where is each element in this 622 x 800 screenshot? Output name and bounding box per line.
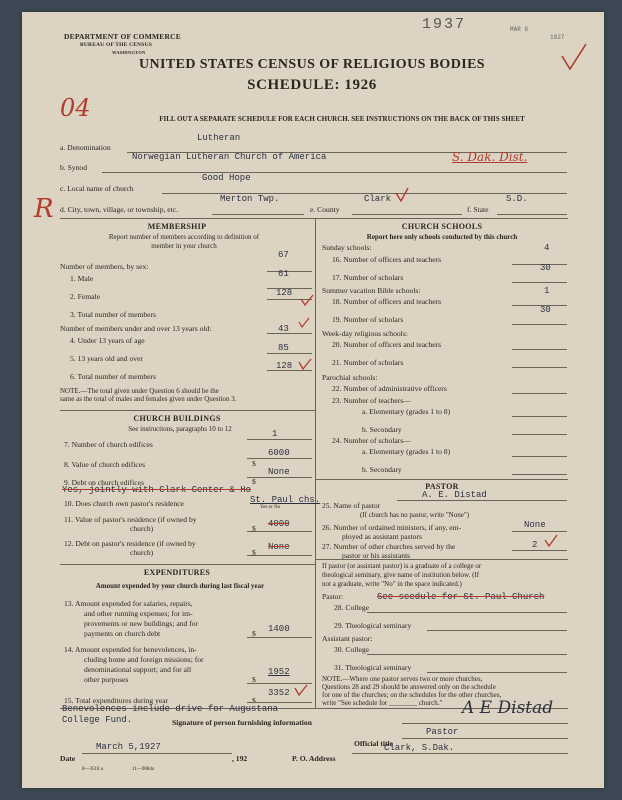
other-churches-value: 2	[532, 540, 538, 550]
dept-name: DEPARTMENT OF COMMERCE	[64, 32, 181, 41]
churches-check-icon	[544, 534, 558, 548]
footer-note1: Benevolences include drive for Augustana	[62, 704, 279, 714]
county-check-icon	[394, 187, 410, 203]
assistant-count-value: None	[524, 520, 546, 530]
under-13-label: 4. Under 13 years of age	[70, 336, 145, 345]
membership-note1: NOTE.—The total given under Question 6 should be the	[60, 387, 219, 395]
po-address-value: Clark, S.Dak.	[384, 743, 455, 753]
female-label: 2. Female	[70, 292, 100, 301]
county-label: e. County	[310, 205, 340, 214]
state-value: S.D.	[506, 194, 528, 204]
synod-label: b. Synod	[60, 163, 88, 172]
stamp-number: 1937	[422, 16, 467, 33]
county-value: Clark	[364, 194, 392, 204]
instruction-line: FILL OUT A SEPARATE SCHEDULE FOR EACH CHURCH. SEE INSTRUCTIONS ON THE BACK OF THIS SHEET	[159, 115, 525, 123]
running-expenses-value: 1400	[268, 624, 290, 634]
residence-typed: Yes, jointly with Clark Center & Ho	[62, 485, 252, 495]
city-name: WASHINGTON	[112, 50, 146, 55]
denomination-value: Lutheran	[197, 133, 241, 143]
form-subtitle: SCHEDULE: 1926	[247, 77, 377, 93]
membership-note2: same as the total of males and females given under Question 3.	[60, 395, 237, 403]
membership-intro1: Report number of members according to definition of	[108, 233, 260, 241]
over-13-value: 85	[278, 343, 289, 353]
total6-check-icon	[298, 358, 312, 370]
male-label: 1. Male	[70, 274, 94, 283]
edifice-value: 6000	[268, 448, 290, 458]
residence-debt-value: None	[268, 542, 290, 552]
official-title-value: Pastor	[426, 727, 459, 737]
signature: A E Distad	[462, 698, 554, 718]
stamp-date: MAR 8	[510, 26, 529, 33]
buildings-title: CHURCH BUILDINGS	[133, 414, 221, 423]
benevolence-value: 1952	[268, 667, 290, 677]
synod-value: Norwegian Lutheran Church of America	[132, 152, 327, 162]
over-13-label: 5. 13 years old and over	[70, 354, 143, 363]
bureau-name: BUREAU OF THE CENSUS	[80, 42, 153, 48]
schools-title: CHURCH SCHOOLS	[401, 222, 483, 231]
edifice-value-label: 8. Value of church edifices	[64, 460, 146, 469]
form-title: UNITED STATES CENSUS OF RELIGIOUS BODIES	[138, 57, 486, 72]
total-expenditure-value: 3352	[268, 688, 290, 698]
edifices-label: 7. Number of church edifices	[64, 440, 153, 449]
city-label: d. City, town, village, or township, etc.	[60, 205, 179, 214]
date-value: March 5,1927	[96, 742, 161, 752]
total6-value: 128	[276, 361, 293, 371]
residence-value: 4000	[268, 519, 290, 529]
membership-title: MEMBERSHIP	[147, 222, 207, 231]
college-value: See scedule for St. Paul Church	[377, 592, 545, 602]
local-name-label: c. Local name of church	[60, 184, 134, 193]
male-value: 61	[278, 269, 289, 279]
pastor-name-value: A. E. Distad	[422, 490, 487, 500]
debt-value: None	[268, 467, 290, 477]
state-label: f. State	[467, 205, 489, 214]
footer-note2: College Fund.	[62, 715, 133, 725]
pastor-title: PASTOR	[425, 482, 459, 491]
total-check-icon	[300, 294, 314, 306]
pastor-name-label: 25. Name of pastor	[322, 501, 381, 510]
census-form: DEPARTMENT OF COMMERCE BUREAU OF THE CENSUS WASHINGTON 1937 MAR 8 1927 UNITED STATES CENSUS OF RELIGIOUS BODIES SCHEDULE: 1926 04 R FILL OUT A SEPARATE SCHEDULE FOR EACH CHURCH. SEE INSTRUCTIONS ON THE BACK OF THIS SHEET a. Denomination Lutheran b. Synod Norwegian Lutheran Church of America S. Dak. Dist. c. Local name of church Good Hope d. City, town, village, or township, etc. Merton Twp. e. County Clark f. State S.D. MEMBERSHIP Report number of members according to definition of member in your church Number of members, by sex: 67 1. Male 61 2. Female 128 3. Total number of members Number of members under and over 13 years old: 43 4. Under 13 years of age 85 5. 13 years old and over 128 6. Total number of members NOTE.—The total given under Question 6 should be the same as the total of males and females given under Question 3. CHURCH BUILDINGS See instructions, paragraphs 10 to 12 1 7. Number of church edifices 6000 8. Value of church edifices $ None 9. Debt on church edifices $ Yes, jointly with Clark Center & Ho St. Paul chs. 10. Does church own pastor's residence Yes or No 11. Value of pastor's residence (if owned by church) $ 4000 12. Debt on pastor's residence (if owned by church) $ None EXPENDITURES Amount expended by your church during last fiscal year 13. Amount expended for salaries, repairs, and other running expenses; for im- provements or new buildings; and for payments on church debt $ 1400 14. Amount expended for benevolences, in- cluding home and foreign missions; for denominational support; and for all other purposes $ 1952 15. Total expenditures during year $ 3352 CHURCH SCHOOLS Report here only schools conducted by this church Sunday schools: 4 16. Number of officers and teachers 30 17. Number of scholars Summer vacation Bible schools: 1 18. Number of officers and teachers 30 19. Number of scholars Week-day religious schools: 20. Number of officers and teachers 21. Number of scholars Parochial schools: 22. Number of administrative officers 23. Number of teachers— a. Elementary (grades 1 to 8) b. Secondary 24. Number of scholars— a. Elementary (grades 1 to 8) b. Secondary PASTOR A. E. Distad 25. Name of pastor (If church has no pastor, write "None") 26. Number of ordained ministers, if any, em- ployed as assistant pastors None 27. Number of other churches served by the pastor or his assistants 2 If pastor (or assistant pastor) is a graduate of a college or theological seminary, give name of institution below. (If not a graduate, write "No" in the space indicated.) Pastor: See scedule for St. Paul Church 28. College 29. Theological seminary Assistant pastor: 30. College 31. Theological seminary NOTE.—Where one pastor serves two or more churches, Questions 28 and 29 should be answered only on the schedule for one of the churches; on the schedules for the other churches, write "See schedule for ________ church." Benevolences include drive for Augustana College Fund. Signature of person furnishing information A E Distad Pastor Official title March 5,1927 Date , 192 Clark, S.Dak. P. O. Address 8—3518 a 11—9084a	[22, 12, 604, 788]
stamp-year: 1927	[550, 34, 565, 41]
ink-mark-r: R	[34, 194, 54, 224]
debt-label: 9. Debt on church edifices	[64, 478, 144, 487]
age-check-icon	[298, 317, 310, 329]
check-mark-icon	[560, 42, 588, 72]
residence-label: 10. Does church own pastor's residence	[64, 499, 184, 508]
membership-intro2: member in your church	[151, 242, 217, 250]
synod-note: S. Dak. Dist.	[452, 150, 528, 164]
ink-mark-04: 04	[60, 94, 91, 122]
expenditures-title: EXPENDITURES	[143, 568, 211, 577]
total-members-label: 3. Total number of members	[70, 310, 157, 319]
expenditure-check-icon	[294, 684, 308, 696]
female-value: 128	[276, 288, 293, 298]
total6-label: 6. Total number of members	[70, 372, 157, 381]
denomination-label: a. Denomination	[60, 143, 111, 152]
city-value: Merton Twp.	[220, 194, 280, 204]
local-name-value: Good Hope	[202, 173, 251, 183]
